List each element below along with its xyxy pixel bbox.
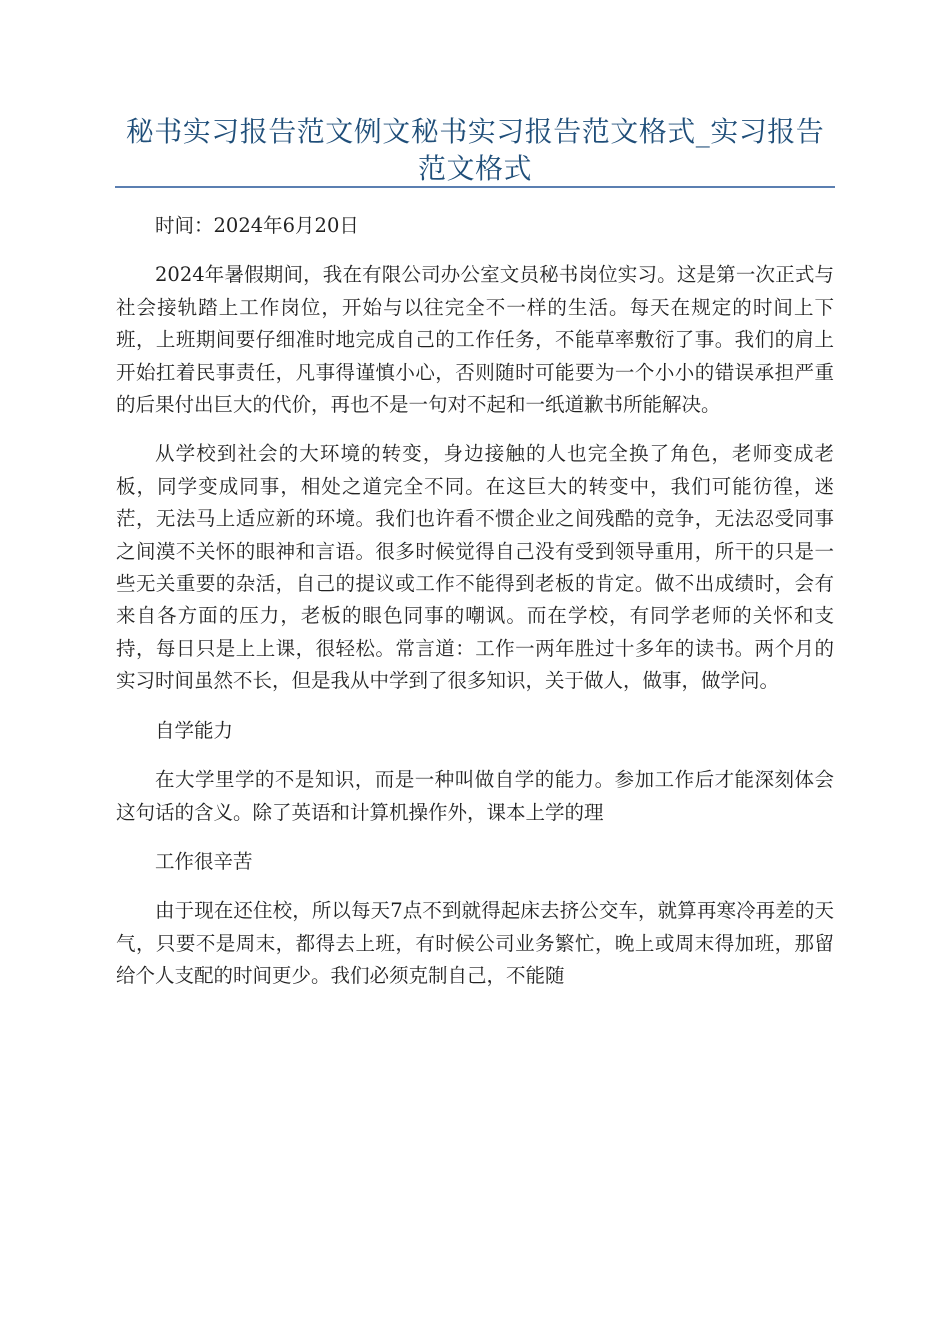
- paragraph-self-study: 在大学里学的不是知识，而是一种叫做自学的能力。参加工作后才能深刻体会这句话的含义。除了英语和计算机操作外，课本上学的理: [116, 768, 834, 824]
- paragraph-transition: 从学校到社会的大环境的转变，身边接触的人也完全换了角色，老师变成老板，同学变成同事，相处之道完全不同。在这巨大的转变中，我们可能彷徨，迷茫，无法马上适应新的环境。我们也许看不惯企业之间残酷的竞争，无法忍受同事之间漠不关怀的眼神和言语。很多时候觉得自己没有受到领导重用，所干的只是一些无关重要的杂活，自己的提议或工作不能得到老板的肯定。做不出成绩时，会有来自各方面的压力，老板的眼色同事的嘲讽。而在学校，有同学老师的关怀和支持，每日只是上上课，很轻松。常言道：工作一两年胜过十多年的读书。两个月的实习时间虽然不长，但是我从中学到了很多知识，关于做人，做事，做学问。: [116, 442, 834, 693]
- section-heading-self-study: 自学能力: [155, 718, 234, 742]
- paragraph-hard-work: 由于现在还住校，所以每天7点不到就得起床去挤公交车，就算再寒冷再差的天气，只要不是周末，都得去上班，有时候公司业务繁忙，晚上或周末得加班，那留给个人支配的时间更少。我们必须克制自己，不能随: [116, 899, 834, 988]
- title-divider: [115, 186, 835, 188]
- document-body: [116, 210, 834, 1010]
- section-heading-hard-work: 工作很辛苦: [155, 849, 253, 873]
- document-title: 秘书实习报告范文例文秘书实习报告范文格式_实习报告范文格式: [125, 115, 825, 185]
- date-line: 时间：2024年6月20日: [155, 214, 359, 237]
- paragraph-intro: 2024年暑假期间，我在有限公司办公室文员秘书岗位实习。这是第一次正式与社会接轨踏上工作岗位，开始与以往完全不一样的生活。每天在规定的时间上下班，上班期间要仔细准时地完成自己的工作任务，不能草率敷衍了事。我们的肩上开始扛着民事责任，凡事得谨慎小心，否则随时可能要为一个小小的错误承担严重的后果付出巨大的代价，再也不是一句对不起和一纸道歉书所能解决。: [116, 263, 834, 417]
